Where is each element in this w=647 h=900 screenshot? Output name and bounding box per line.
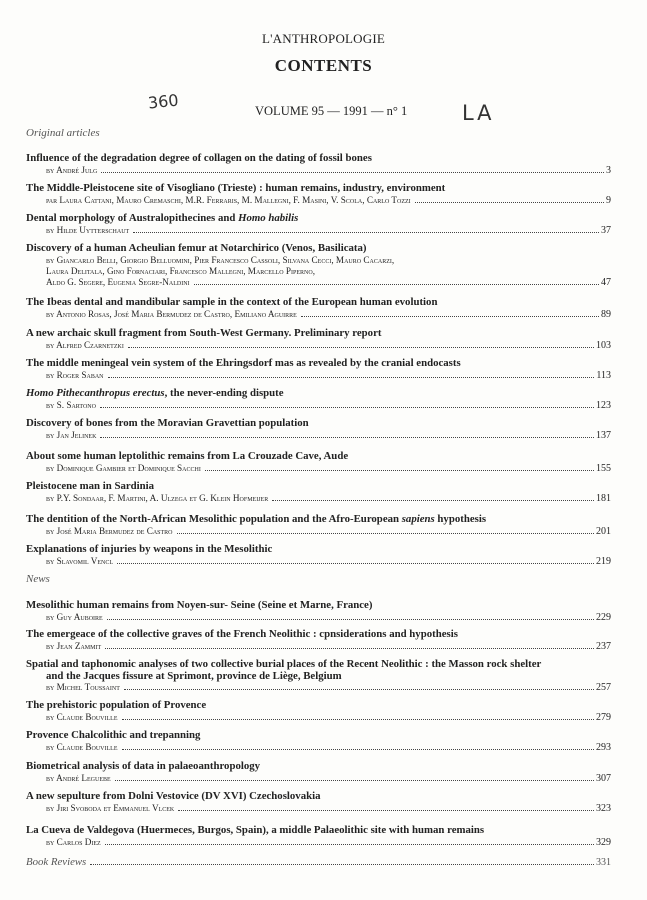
entry-title: Influence of the degradation degree of collagen on the dating of fossil bones (26, 152, 372, 164)
entry-authors: by P.Y. Sondaar, F. Martini, A. Ulzega et G. Klein Hofmeijer (46, 492, 269, 503)
entry-page: 137 (596, 429, 611, 441)
entry-title: Biometrical analysis of data in palaeoanthropology (26, 760, 261, 772)
toc-entry[interactable] (26, 629, 611, 652)
toc-entry[interactable] (26, 418, 611, 441)
entry-page: 279 (596, 711, 611, 723)
entry-title: Mesolithic human remains from Noyen-sur- Seine (Seine et Marne, France) (26, 599, 373, 611)
entry-authors: by Alfred Czarnetzki (46, 339, 124, 350)
entry-page: 329 (596, 836, 611, 848)
entry-page: 323 (596, 802, 611, 814)
entry-authors: by André Julg (46, 164, 98, 175)
entry-page: 307 (596, 772, 611, 784)
entry-page: 219 (596, 555, 611, 567)
entry-authors: by Hilde Uytterschaut (46, 224, 130, 235)
entry-title-line: Spatial and taphonomic analyses of two collective burial places of the Recent Neolithic : the Masson rock shelter (26, 658, 542, 670)
section-original-articles: Original articles (26, 127, 100, 139)
entry-authors: by Guy Auboire (46, 611, 103, 622)
entry-page: 237 (596, 640, 611, 652)
toc-entry[interactable] (26, 600, 611, 623)
entry-authors: by Jean Zammit (46, 640, 102, 651)
entry-title: The dentition of the North-African Mesolithic population and the Afro-European sapiens hypothesis (26, 513, 487, 525)
volume-info: VOLUME 95 — 1991 — n° 1 (255, 104, 408, 118)
entry-title: Pleistocene man in Sardinia (26, 480, 155, 492)
book-reviews-page: 331 (596, 857, 611, 868)
entry-page: 89 (601, 308, 611, 320)
entry-title: A new archaic skull fragment from South-West Germany. Preliminary report (26, 327, 382, 339)
entry-page: 47 (601, 276, 611, 288)
toc-entry[interactable] (26, 730, 611, 753)
entry-title: The Ibeas dental and mandibular sample in the context of the European human evolution (26, 296, 438, 308)
entry-title: About some human leptolithic remains from La Crouzade Cave, Aude (26, 450, 349, 462)
entry-page: 9 (606, 194, 611, 206)
toc-entry[interactable] (26, 243, 611, 288)
entry-authors-line: Laura Delitala, Gino Fornaciari, Francesco Mallegni, Marcello Piperno, (46, 265, 315, 276)
toc-entry[interactable] (26, 183, 611, 206)
toc-entry[interactable] (26, 791, 611, 814)
entry-authors: by Jiri Svoboda et Emmanuel Vlcek (46, 802, 175, 813)
entry-authors-line: by Giancarlo Belli, Giorgio Belluomini, Pier Francesco Cassoli, Silvana Cecci, Mauro Cacarzi, (46, 254, 395, 265)
toc-entry[interactable] (26, 544, 611, 567)
entry-authors: by Claude Bouville (46, 741, 118, 752)
entry-authors: par Laura Cattani, Mauro Cremaschi, M.R. Ferraris, M. Mallegni, F. Masini, V. Scola, Carlo Tozzi (46, 194, 411, 205)
entry-title: La Cueva de Valdegova (Huermeces, Burgos, Spain), a middle Palaeolithic site with human remains (26, 824, 485, 836)
entry-title: The Middle-Pleistocene site of Visogliano (Trieste) : human remains, industry, environment (26, 182, 446, 194)
book-reviews-entry[interactable] (26, 856, 611, 868)
entry-title: Discovery of bones from the Moravian Gravettian population (26, 417, 309, 429)
entry-title: A new sepulture from Dolni Vestovice (DV XVI) Czechoslovakia (26, 790, 321, 802)
toc-entry[interactable] (26, 514, 611, 537)
toc-entry[interactable] (26, 388, 611, 411)
entry-authors: by Antonio Rosas, José Maria Bermudez de Castro, Emiliano Aguirre (46, 308, 297, 319)
entry-title: Homo Pithecanthropus erectus, the never-ending dispute (26, 387, 284, 399)
entry-title: Dental morphology of Australopithecines and Homo habilis (26, 212, 299, 224)
toc-entry[interactable] (26, 761, 611, 784)
entry-authors: by Roger Saban (46, 369, 104, 380)
entry-authors: by S. Sartono (46, 399, 96, 410)
journal-name: L'ANTHROPOLOGIE (261, 31, 386, 46)
entry-authors: by Dominique Gambier et Dominique Sacchi (46, 462, 201, 473)
entry-page: 229 (596, 611, 611, 623)
entry-page: 257 (596, 682, 611, 693)
toc-entry[interactable] (26, 297, 611, 320)
toc-entry[interactable] (26, 700, 611, 723)
toc-entry[interactable] (26, 659, 611, 693)
entry-page: 155 (596, 462, 611, 474)
entry-title: Discovery of a human Acheulian femur at Notarchirico (Venos, Basilicata) (26, 242, 367, 254)
toc-entry[interactable] (26, 825, 611, 848)
toc-entry[interactable] (26, 451, 611, 474)
entry-title: The middle meningeal vein system of the Ehringsdorf mas as revealed by the cranial endocasts (26, 357, 461, 369)
entry-page: 293 (596, 741, 611, 753)
toc-entry[interactable] (26, 213, 611, 236)
toc-entry[interactable] (26, 328, 611, 351)
entry-authors: by José Maria Bermudez de Castro (46, 525, 173, 536)
entry-page: 3 (606, 164, 611, 176)
entry-page: 103 (596, 339, 611, 351)
handwritten-note-left: 360 (147, 90, 180, 113)
contents-heading: CONTENTS (274, 56, 373, 75)
entry-title: Explanations of injuries by weapons in the Mesolithic (26, 543, 273, 555)
entry-title-line: and the Jacques fissure at Sprimont, province de Liège, Belgium (46, 669, 342, 682)
entry-authors: by André Leguebe (46, 772, 111, 783)
book-reviews-label: Book Reviews (26, 856, 87, 868)
entry-page: 113 (596, 369, 611, 381)
section-news: News (26, 573, 50, 585)
entry-page: 181 (596, 492, 611, 504)
entry-authors: by Jan Jelinek (46, 429, 97, 440)
entry-authors: by Carlos Diez (46, 836, 101, 847)
entry-title: Provence Chalcolithic and trepanning (26, 729, 201, 741)
entry-authors-line: Aldo G. Segere, Eugenia Segre-Naldini (46, 276, 190, 287)
entry-title: The prehistoric population of Provence (26, 699, 207, 711)
entry-page: 201 (596, 525, 611, 537)
handwritten-note-right: LA (462, 101, 495, 125)
entry-page: 123 (596, 399, 611, 411)
entry-authors: by Claude Bouville (46, 711, 118, 722)
entry-authors: by Slavomil Vencl (46, 555, 114, 566)
entry-authors: by Michel Toussaint (46, 682, 120, 692)
toc-entry[interactable] (26, 481, 611, 504)
entry-title: The emergeace of the collective graves of the French Neolithic : cpnsiderations and hypothesis (26, 628, 458, 640)
toc-entry[interactable] (26, 153, 611, 176)
entry-page: 37 (601, 224, 611, 236)
toc-entry[interactable] (26, 358, 611, 381)
